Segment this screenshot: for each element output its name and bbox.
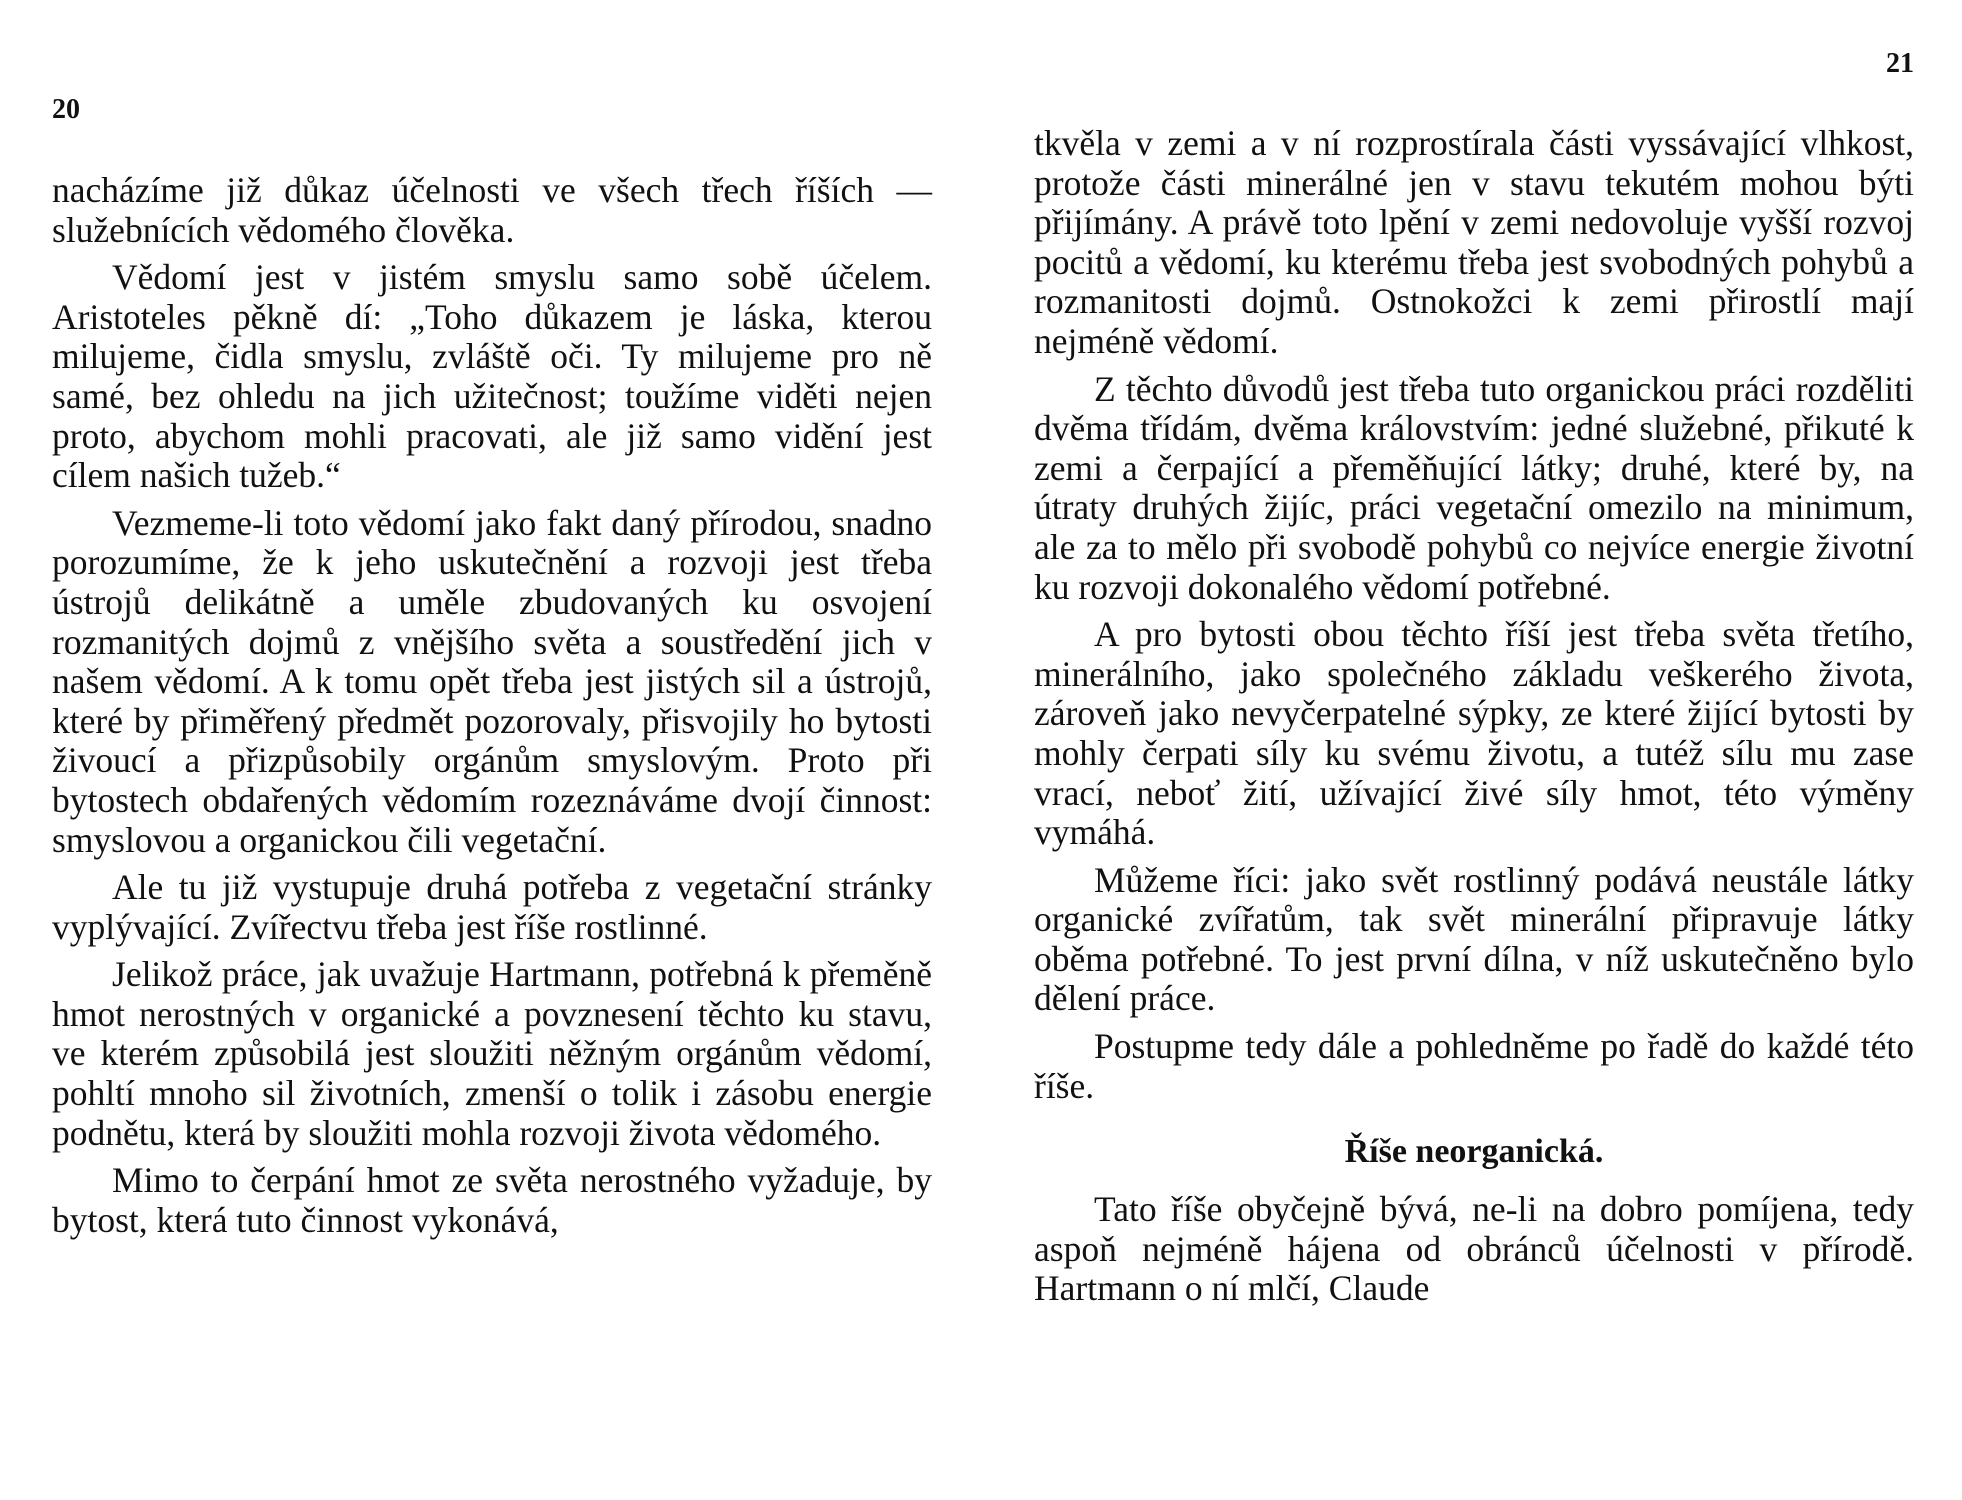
right-paragraph-5: Postupme tedy dále a pohledněme po řadě do každé této říše.	[1034, 1026, 1914, 1106]
left-paragraph-6: Mimo to čerpání hmot ze světa nerostného vyžaduje, by bytost, která tuto činnost vykonává,	[52, 1160, 932, 1240]
left-paragraph-4: Ale tu již vystupuje druhá potřeba z vegetační stránky vyplývající. Zvířectvu třeba jest říše rostlinné.	[52, 867, 932, 947]
left-page	[52, 0, 932, 1500]
right-paragraph-6: Tato říše obyčejně bývá, ne-li na dobro pomíjena, tedy aspoň nejméně hájena od obránců účelnosti v přírodě. Hartmann o ní mlčí, Claude	[1034, 1189, 1914, 1309]
right-paragraph-2: Z těchto důvodů jest třeba tuto organickou práci rozděliti dvěma třídám, dvěma královstvím: jedné služebné, přikuté k zemi a čerpající a přeměňující látky; druhé, které by, na útraty druhých žijíc, práci vegetační omezilo na minimum, ale za to mělo při svobodě pohybů co nejvíce energie životní ku rozvoji dokonalého vědomí potřebné.	[1034, 368, 1914, 607]
right-paragraph-4: Můžeme říci: jako svět rostlinný podává neustále látky organické zvířatům, tak svět minerální připravuje látky oběma potřebné. To jest první dílna, v níž uskutečněno bylo dělení práce.	[1034, 859, 1914, 1019]
left-paragraph-2: Vědomí jest v jistém smyslu samo sobě účelem. Aristoteles pěkně dí: „Toho důkazem je láska, kterou milujeme, čidla smyslu, zvláště oči. Ty milujeme pro ně samé, bez ohledu na jich užitečnost; toužíme viděti nejen proto, abychom mohli pracovati, ale již samo vidění jest cílem našich tužeb.“	[52, 257, 932, 496]
left-paragraph-3: Vezmeme-li toto vědomí jako fakt daný přírodou, snadno porozumíme, že k jeho uskutečnění a rozvoji jest třeba ústrojů delikátně a uměle zbudovaných ku osvojení rozmanitých dojmů z vnějšího světa a soustředění jich v našem vědomí. A k tomu opět třeba jest jistých sil a ústrojů, které by přiměřený předmět pozorovaly, přisvojily ho bytosti živoucí a přizpůsobily orgánům smyslovým. Proto při bytostech obdařených vědomím rozeznáváme dvojí činnost: smyslovou a organickou čili vegetační.	[52, 502, 932, 860]
right-paragraph-1: tkvěla v zemi a v ní rozprostírala části vyssávající vlhkost, protože části minerálné jen v stavu tekutém mohou býti přijímány. A právě toto lpění v zemi nedovoluje vyšší rozvoj pocitů a vědomí, ku kterému třeba jest svobodných pohybů a rozmanitosti dojmů. Ostnokožci k zemi přirostlí mají nejméně vědomí.	[1034, 123, 1914, 361]
right-page-text	[1034, 124, 1914, 1317]
left-page-text	[52, 171, 932, 1248]
right-page	[1034, 0, 1914, 1500]
left-paragraph-1: nacházíme již důkaz účelnosti ve všech třech říších — služebnících vědomého člověka.	[52, 170, 932, 250]
right-page-number: 21	[1886, 48, 1914, 79]
left-page-number: 20	[52, 94, 80, 125]
right-paragraph-3: A pro bytosti obou těchto říší jest třeba světa třetího, minerálního, jako společného základu veškerého života, zároveň jako nevyčerpatelné sýpky, ze které žijící bytosti by mohly čerpati síly ku svému životu, a tutéž sílu mu zase vrací, neboť žití, užívající živé síly hmot, této výměny vymáhá.	[1034, 614, 1914, 853]
section-heading: Říše neorganická.	[1344, 1133, 1604, 1171]
left-paragraph-5: Jelikož práce, jak uvažuje Hartmann, potřebná k přeměně hmot nerostných v organické a povznesení těchto ku stavu, ve kterém způsobilá jest sloužiti něžným orgánům vědomí, pohltí mnoho sil životních, zmenší o tolik i zásobu energie podnětu, která by sloužiti mohla rozvoji života vědomého.	[52, 954, 932, 1153]
